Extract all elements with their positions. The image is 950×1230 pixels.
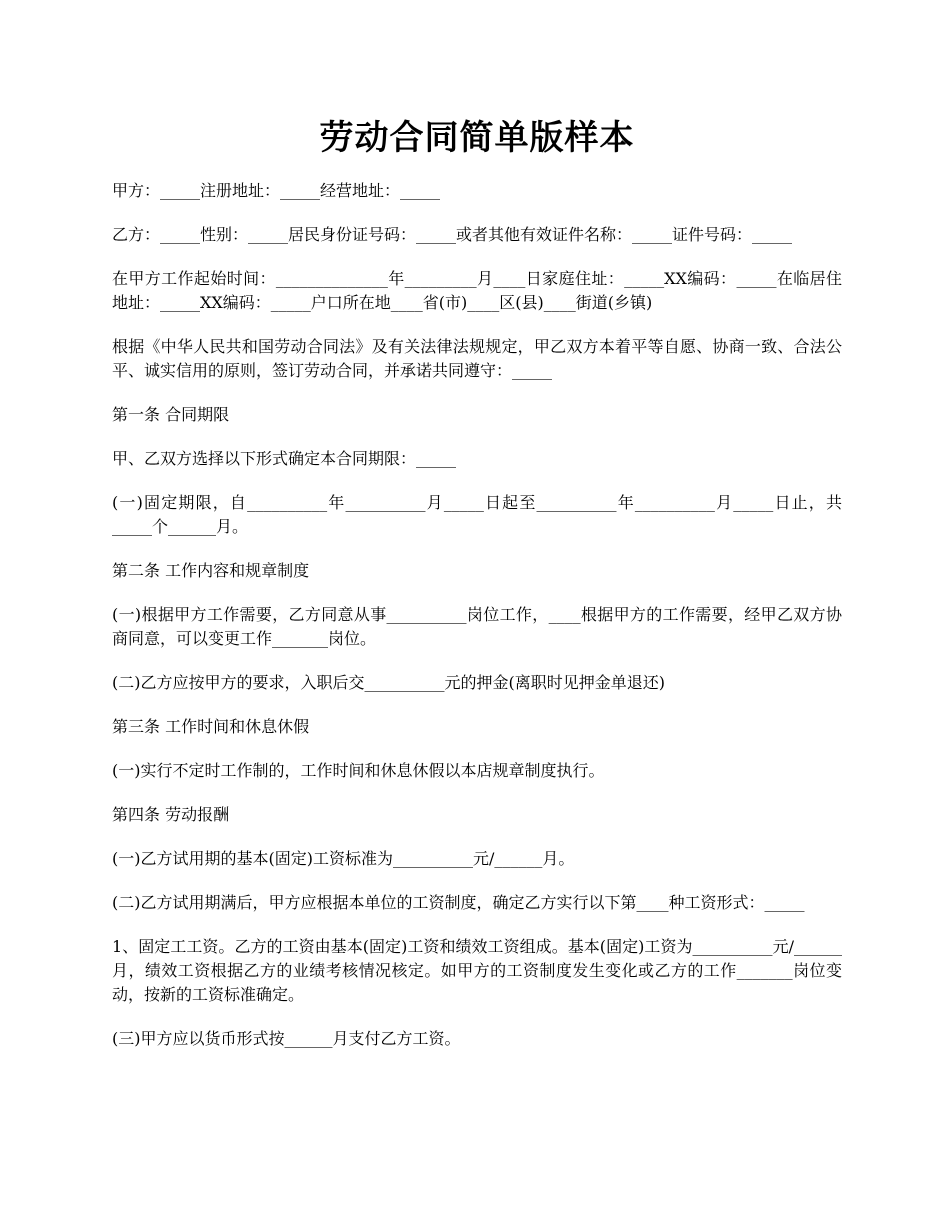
article-2-item-1: (一)根据甲方工作需要，乙方同意从事__________岗位工作，____根据甲方的工作需要，经甲乙双方协商同意，可以变更工作_______岗位。 [112, 605, 842, 648]
article-4-item-2: (二)乙方试用期满后，甲方应根据本单位的工资制度，确定乙方实行以下第____种工资形式：_____ [112, 893, 805, 912]
document-page [112, 0, 842, 1071]
party-a-info: 甲方：_____注册地址：_____经营地址：_____ [112, 181, 441, 200]
party-b-info: 乙方：_____性别：_____居民身份证号码：_____或者其他有效证件名称：_____证件号码：_____ [112, 225, 793, 244]
article-1-heading: 第一条 合同期限 [112, 405, 230, 424]
document-body [112, 179, 842, 1051]
preamble: 根据《中华人民共和国劳动合同法》及有关法律法规规定，甲乙双方本着平等自愿、协商一致、合法公平、诚实信用的原则，签订劳动合同，并承诺共同遵守：_____ [112, 337, 842, 380]
article-2-item-2: (二)乙方应按甲方的要求，入职后交__________元的押金(离职时见押金单退还) [112, 673, 665, 692]
article-3-heading: 第三条 工作时间和休息休假 [112, 717, 310, 736]
article-4-heading: 第四条 劳动报酬 [112, 805, 230, 824]
article-4-item-3: (三)甲方应以货币形式按______月支付乙方工资。 [112, 1029, 461, 1048]
article-2-heading: 第二条 工作内容和规章制度 [112, 561, 310, 580]
employment-address-info: 在甲方工作起始时间：______________年_________月____日家庭住址：_____XX编码：_____在临居住地址：_____XX编码：_____户口所在地____省(市)____区(县)____街道(乡镇) [112, 269, 842, 312]
article-4-clause-1: 1、固定工工资。乙方的工资由基本(固定)工资和绩效工资组成。基本(固定)工资为__________元/______月，绩效工资根据乙方的业绩考核情况核定。如甲方的工资制度发生变化或乙方的工作_______岗位变动，按新的工资标准确定。 [112, 937, 842, 1004]
article-1-item-1: (一)固定期限，自__________年__________月_____日起至__________年__________月_____日止，共_____个______月。 [112, 493, 842, 536]
document-title: 劳动合同简单版样本 [319, 118, 635, 158]
article-4-item-1: (一)乙方试用期的基本(固定)工资标准为__________元/______月。 [112, 849, 575, 868]
article-3-item-1: (一)实行不定时工作制的，工作时间和休息休假以本店规章制度执行。 [112, 761, 605, 780]
article-1-intro: 甲、乙双方选择以下形式确定本合同期限：_____ [112, 449, 457, 468]
